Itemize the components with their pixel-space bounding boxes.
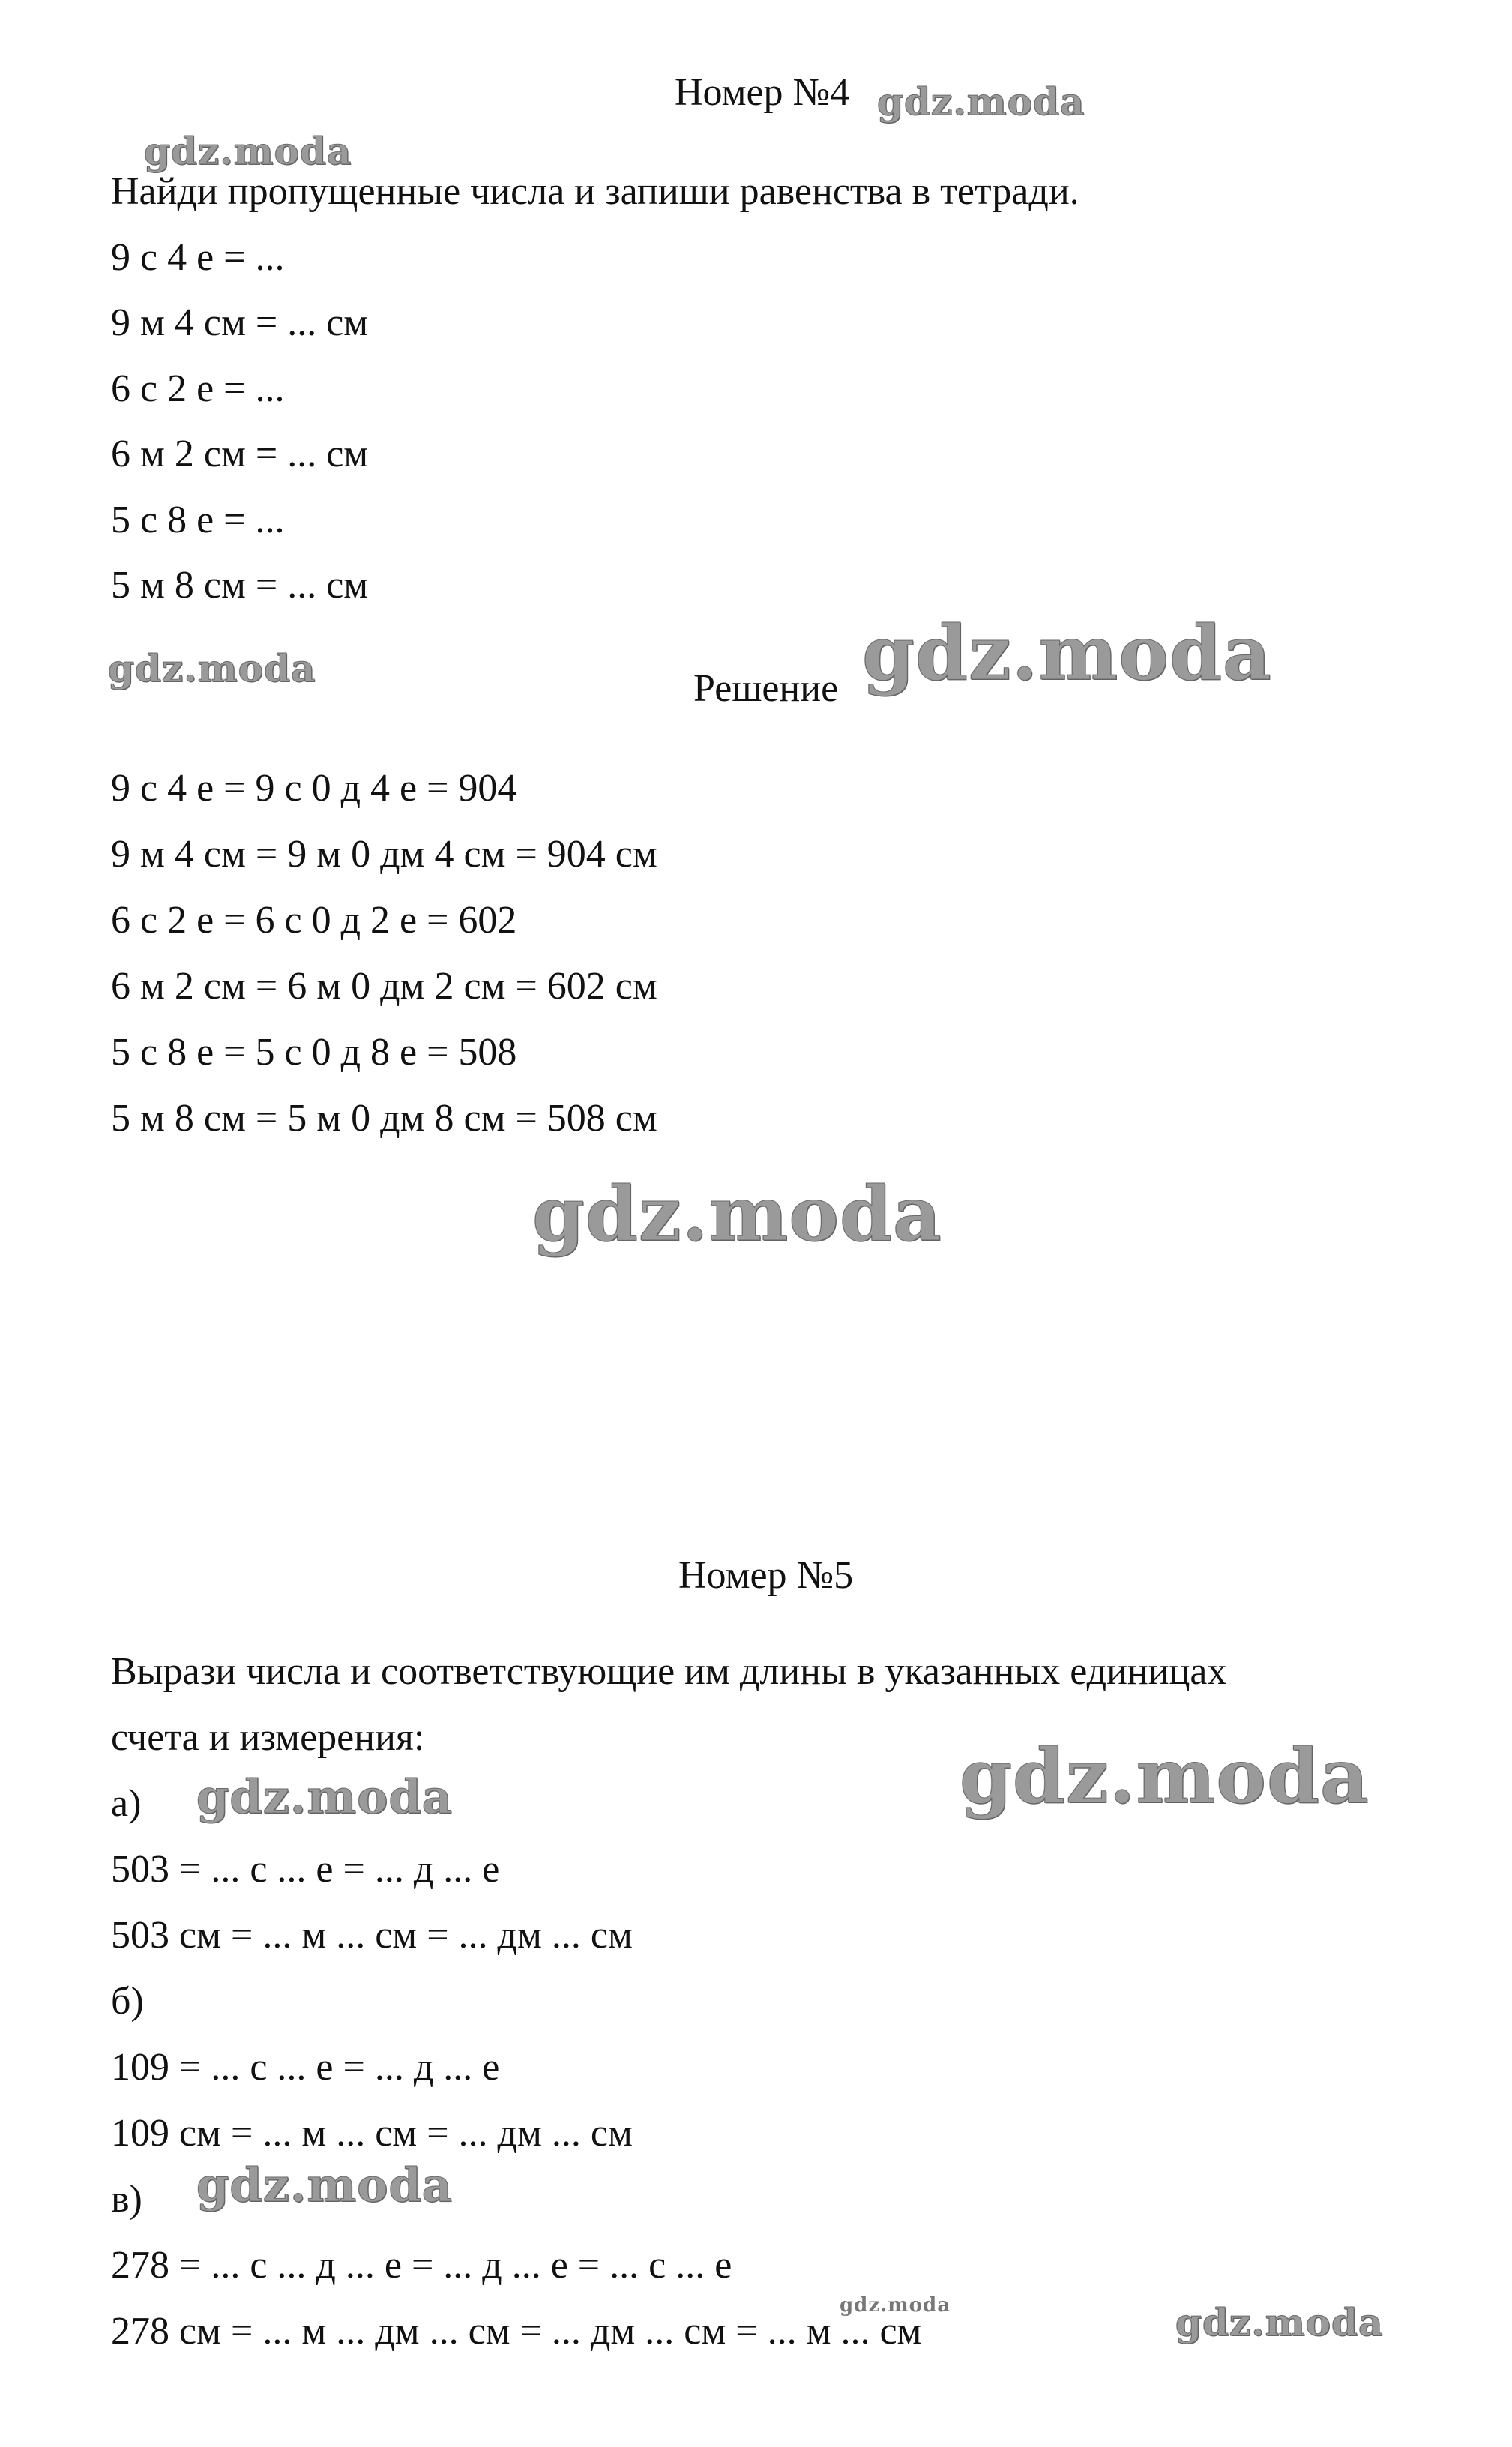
part-a-label: а): [111, 1782, 142, 1825]
task4-line-6: 5 м 8 см = ... см: [111, 564, 369, 607]
part-a-line-2: 503 см = ... м ... см = ... дм ... см: [111, 1914, 633, 1957]
part-c-line-1: 278 = ... с ... д ... е = ... д ... е = ... с ... е: [111, 2244, 732, 2287]
task4-line-1: 9 с 4 е = ...: [111, 236, 285, 279]
task4-instruction: Найди пропущенные числа и запиши равенства в тетради.: [111, 170, 1079, 213]
task4-title: Номер №4: [675, 71, 850, 114]
solution-line-2: 9 м 4 см = 9 м 0 дм 4 см = 904 см: [111, 833, 657, 876]
watermark: gdz.moda: [196, 1769, 453, 1824]
watermark: gdz.moda: [840, 2294, 951, 2317]
watermark: gdz.moda: [1175, 2300, 1384, 2344]
watermark: gdz.moda: [862, 609, 1272, 697]
solution-line-4: 6 м 2 см = 6 м 0 дм 2 см = 602 см: [111, 965, 657, 1008]
task5-title: Номер №5: [678, 1554, 854, 1597]
watermark: gdz.moda: [532, 1170, 942, 1258]
part-b-line-2: 109 см = ... м ... см = ... дм ... см: [111, 2112, 633, 2155]
solution-line-3: 6 с 2 е = 6 с 0 д 2 е = 602: [111, 899, 517, 942]
watermark: gdz.moda: [108, 646, 316, 690]
watermark: gdz.moda: [877, 79, 1085, 124]
watermark: gdz.moda: [196, 2158, 453, 2212]
watermark: gdz.moda: [144, 129, 352, 173]
solution-title: Решение: [693, 667, 839, 710]
task5-instruction-line-2: счета и измерения:: [111, 1716, 425, 1759]
solution-line-5: 5 с 8 е = 5 с 0 д 8 е = 508: [111, 1031, 517, 1074]
task4-line-3: 6 с 2 е = ...: [111, 367, 285, 410]
part-b-label: б): [111, 1980, 144, 2023]
part-a-line-1: 503 = ... с ... е = ... д ... е: [111, 1848, 500, 1891]
watermark: gdz.moda: [960, 1732, 1370, 1820]
task4-line-2: 9 м 4 см = ... см: [111, 301, 369, 344]
solution-line-1: 9 с 4 е = 9 с 0 д 4 е = 904: [111, 767, 517, 810]
task5-instruction-line-1: Вырази числа и соответствующие им длины в указанных единицах: [111, 1650, 1227, 1693]
task4-line-5: 5 с 8 е = ...: [111, 499, 285, 541]
part-b-line-1: 109 = ... с ... е = ... д ... е: [111, 2046, 500, 2089]
solution-line-6: 5 м 8 см = 5 м 0 дм 8 см = 508 см: [111, 1097, 657, 1140]
part-c-line-2: 278 см = ... м ... дм ... см = ... дм ... см = ... м ... см: [111, 2310, 922, 2353]
task4-line-4: 6 м 2 см = ... см: [111, 433, 369, 475]
part-c-label: в): [111, 2178, 142, 2221]
